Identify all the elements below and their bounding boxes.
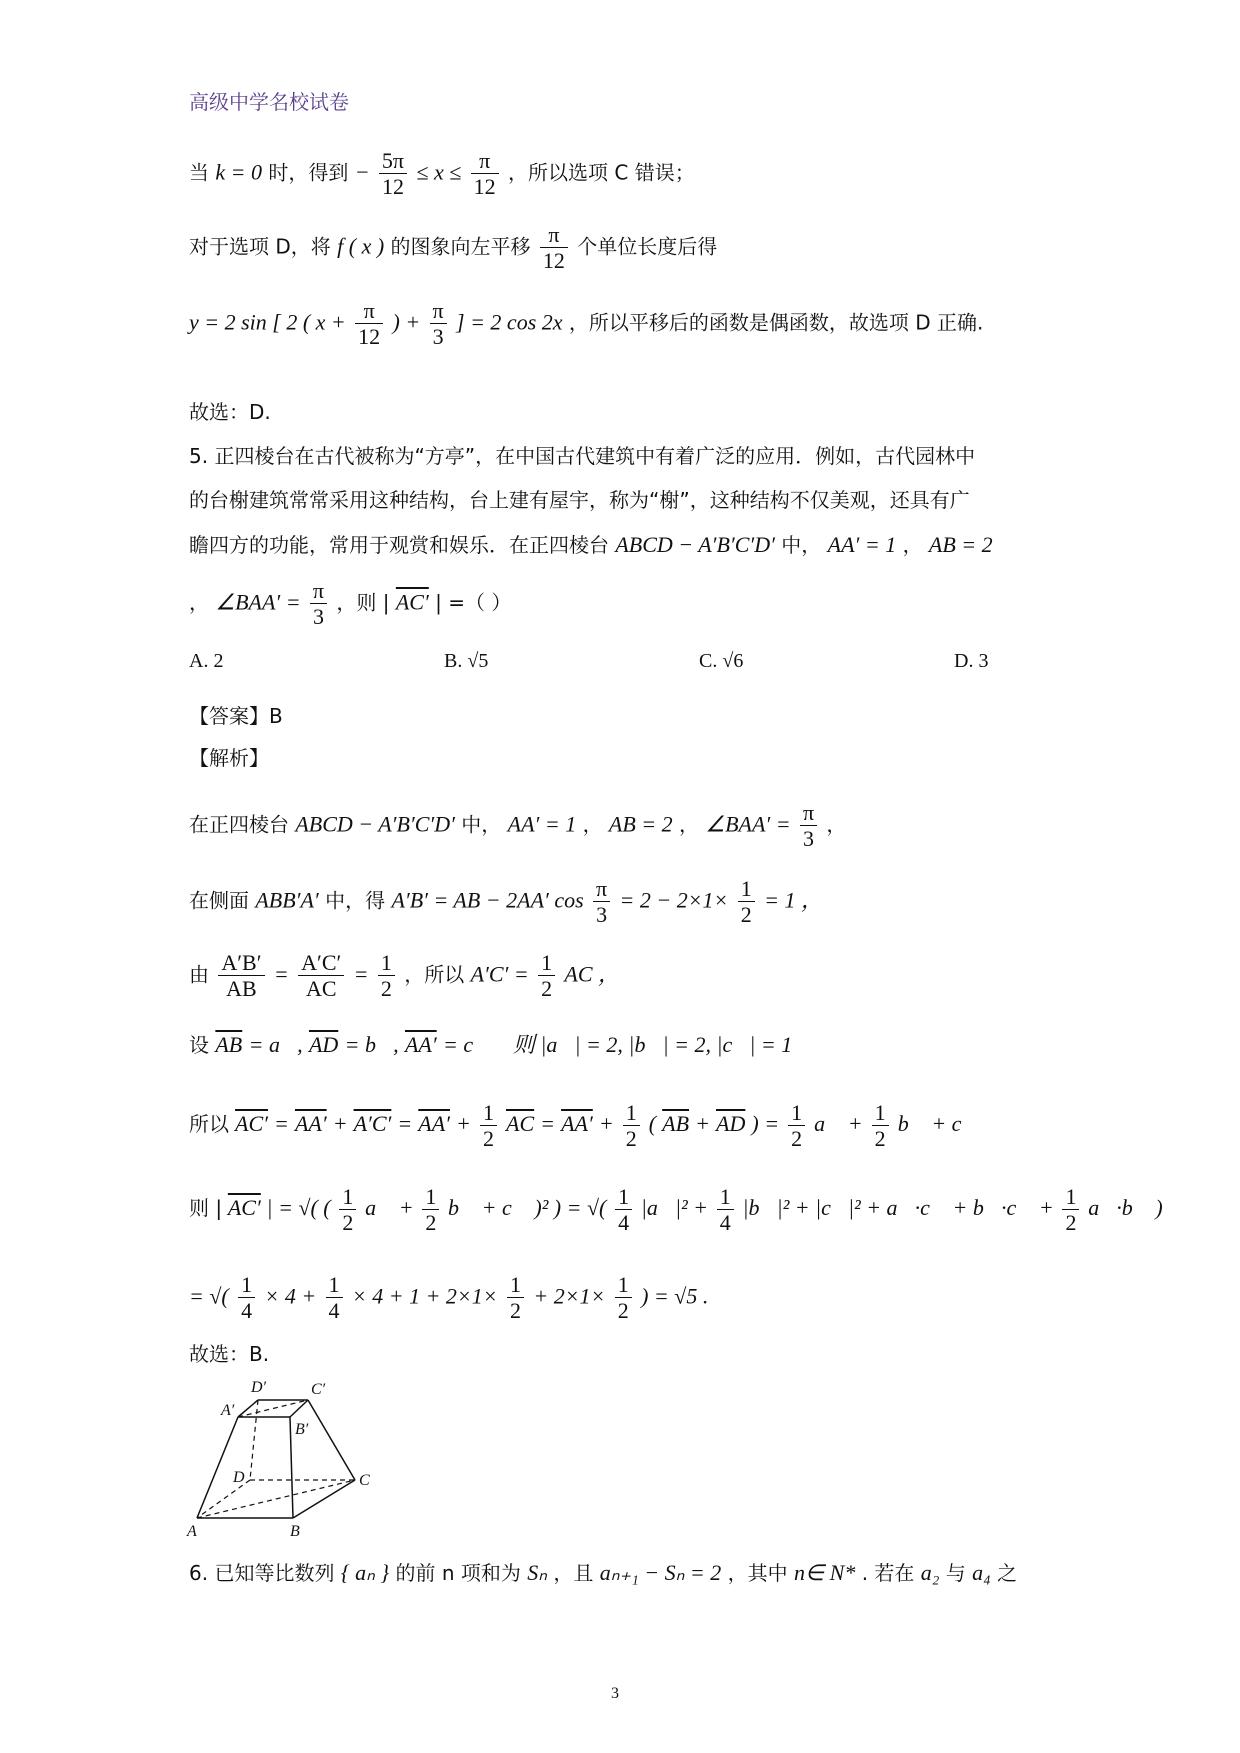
- text-line-4: 故选：D.: [189, 400, 271, 424]
- fraction: $\frac{1}{2}$: [788, 1100, 805, 1152]
- math: = √(: [189, 1283, 229, 1309]
- vector: AA′: [418, 1110, 450, 1136]
- math: ) =: [751, 1110, 780, 1136]
- vector: AA′: [404, 1032, 437, 1057]
- vector: $\overline{AB}$: [662, 1110, 690, 1136]
- vector: AA′: [294, 1110, 327, 1136]
- text: ，其中: [727, 1561, 788, 1585]
- math: n∈ N*: [793, 1560, 856, 1585]
- label-d-prime: D′: [251, 1379, 267, 1396]
- math: +: [332, 1110, 348, 1136]
- text: 设: [189, 1033, 209, 1057]
- math: AC ，: [564, 961, 621, 987]
- text: ，且: [553, 1561, 594, 1585]
- text: ，所以: [404, 962, 465, 987]
- fraction: $\frac{1}{2}$: [872, 1100, 889, 1152]
- text-line-1: [189, 148, 695, 200]
- vector: $\overline{AD}$: [308, 1032, 339, 1057]
- solution-line-7: [189, 1272, 708, 1324]
- math: = 1 ，: [764, 887, 823, 913]
- fraction: $\frac{1}{4}$: [326, 1272, 343, 1324]
- math: AA′ = 1: [827, 532, 897, 557]
- label-d: D: [233, 1469, 245, 1486]
- solution-line-5: [189, 1100, 1001, 1152]
- vector: AA′: [561, 1110, 593, 1136]
- fraction: $\frac{1}{2}$: [422, 1184, 439, 1236]
- math: =: [274, 1110, 289, 1136]
- math: =: [397, 1110, 413, 1136]
- text: 由: [189, 962, 209, 987]
- fraction: $\frac{1}{2}$: [507, 1272, 524, 1324]
- fraction: $\frac{1}{4}$: [717, 1184, 734, 1236]
- text-line-3: [189, 298, 983, 350]
- text: 时，得到: [268, 160, 349, 185]
- math: a₂: [920, 1560, 940, 1585]
- vector: $\overline{AC}$: [506, 1110, 535, 1136]
- solution-line-4: [189, 1032, 815, 1058]
- fraction: $\frac{1}{2}$: [738, 876, 755, 928]
- text: 所以: [189, 1111, 229, 1136]
- math: AA′ = 1: [507, 811, 577, 837]
- math: +: [598, 1110, 614, 1136]
- label-a: A: [187, 1523, 197, 1540]
- math: Sₙ: [527, 1560, 548, 1585]
- text: ，: [826, 812, 847, 837]
- fraction: $\frac{1}{4}$: [238, 1272, 255, 1324]
- math: ) = √5 .: [641, 1283, 709, 1309]
- math: b⃗ + c⃗ )² ) = √(: [448, 1194, 607, 1220]
- text: 当: [189, 160, 209, 185]
- fraction: $\frac{A'C'}{AC}$: [298, 950, 344, 1002]
- fraction: $\frac{1}{2}$: [1062, 1184, 1079, 1236]
- text: ，则 |: [336, 590, 390, 615]
- vector: $\overline{AD}$: [716, 1110, 746, 1136]
- solution-line-3: [189, 950, 620, 1002]
- page-number: 3: [611, 1685, 619, 1702]
- fraction: $\frac{1}{2}$: [623, 1100, 640, 1152]
- math: = a⃗,: [248, 1032, 303, 1057]
- answer-label: 【答案】B: [189, 704, 283, 728]
- math: = 2 − 2×1×: [619, 887, 729, 913]
- text-line-2: [189, 222, 717, 274]
- math: +: [456, 1110, 471, 1136]
- fraction: $\frac{\pi}{3}$: [800, 800, 817, 852]
- label-b-prime: B′: [295, 1421, 309, 1438]
- math: ∠BAA′ =: [705, 811, 791, 837]
- option-a: A. 2: [189, 650, 224, 672]
- math: + 2×1×: [533, 1283, 606, 1309]
- text: ，所以选项 C 错误；: [508, 160, 695, 185]
- fraction: $\frac{A'B'}{AB}$: [218, 950, 264, 1002]
- solution-line-2: [189, 876, 823, 928]
- math: ) +: [392, 309, 421, 335]
- math: ∠BAA′ =: [215, 589, 301, 615]
- math: × 4 +: [264, 1283, 317, 1309]
- text: ，: [902, 533, 923, 557]
- solution-line-1: [189, 800, 846, 852]
- text: | =（ ）: [435, 590, 512, 615]
- math: =: [540, 1110, 556, 1136]
- math: =: [353, 961, 369, 987]
- math: | = √( (: [266, 1194, 331, 1220]
- math: A′B′ = AB − 2AA′ cos: [391, 887, 584, 913]
- text: ，: [189, 590, 209, 615]
- text: 之: [997, 1561, 1018, 1585]
- text: ，: [679, 812, 700, 837]
- question-5-line-4: [189, 578, 511, 630]
- math: ABCD − A′B′C′D′: [295, 811, 455, 837]
- fraction: $\frac{\pi}{3}$: [310, 578, 327, 630]
- label-c-prime: C′: [311, 1381, 326, 1398]
- fraction: $\frac{1}{2}$: [480, 1100, 497, 1152]
- fraction: $\frac{1}{2}$: [615, 1272, 632, 1324]
- text: 瞻四方的功能，常用于观赏和娱乐．在正四棱台: [189, 533, 609, 557]
- vector: AC′: [235, 1110, 268, 1136]
- math: { aₙ }: [340, 1560, 390, 1585]
- question-5-line-1: 5. 正四棱台在古代被称为“方亭”，在中国古代建筑中有着广泛的应用．例如，古代园林中: [189, 444, 976, 468]
- text: 的图象向左平移: [390, 234, 531, 259]
- math: aₙ₊₁ − Sₙ = 2: [599, 1560, 722, 1585]
- vector: A′C′: [353, 1110, 392, 1136]
- question-5-line-3: [189, 532, 993, 558]
- math: × 4 + 1 + 2×1×: [351, 1283, 498, 1309]
- math: ABCD − A′B′C′D′: [615, 532, 775, 557]
- vector: AC′: [227, 1194, 261, 1220]
- math: = c⃗ ，则 |a⃗| = 2, |b⃗| = 2, |c⃗| = 1 ，: [443, 1032, 815, 1057]
- text: 的前 n 项和为: [395, 1561, 521, 1585]
- label-b: B: [290, 1523, 300, 1540]
- math: (: [648, 1110, 657, 1136]
- math: a⃗ +: [365, 1194, 414, 1220]
- text: 个单位长度后得: [577, 234, 718, 259]
- text: 对于选项 D，将: [189, 234, 331, 259]
- text: 中，得: [325, 888, 386, 913]
- text: 在侧面: [189, 888, 249, 913]
- math: AB = 2: [928, 532, 993, 557]
- math: A′C′ =: [470, 961, 529, 987]
- fraction: $\frac{\pi}{3}$: [593, 876, 610, 928]
- fraction: $\frac{\pi}{3}$: [430, 298, 447, 350]
- header-school-name: 高级中学名校试卷: [189, 90, 349, 114]
- analysis-label: 【解析】: [189, 746, 269, 770]
- vector: AC′: [395, 589, 429, 615]
- math: AB = 2: [608, 811, 673, 837]
- fraction: $\frac{1}{2}$: [378, 950, 395, 1002]
- fraction: $\frac{1}{4}$: [615, 1184, 632, 1236]
- text: ，: [582, 812, 603, 837]
- math: |b⃗|² + |c⃗|² + a⃗·c⃗ + b⃗·c⃗ +: [742, 1194, 1054, 1220]
- fraction: $\frac{1}{2}$: [538, 950, 555, 1002]
- text: 6. 已知等比数列: [189, 1561, 335, 1585]
- text: 中，: [461, 812, 502, 837]
- math: =: [273, 961, 289, 987]
- fraction: $\frac{\pi}{12}$: [355, 298, 383, 350]
- math: ≤ x ≤: [416, 159, 462, 185]
- math: ] = 2 cos 2x: [456, 309, 563, 335]
- option-c: C. √6: [699, 650, 744, 672]
- math: ABB′A′: [255, 887, 319, 913]
- math: = b⃗,: [344, 1032, 399, 1057]
- math: y = 2 sin [ 2 ( x +: [189, 309, 346, 335]
- math: a⃗·b⃗ ): [1088, 1194, 1163, 1220]
- text: ，所以平移后的函数是偶函数，故选项 D 正确.: [568, 310, 984, 335]
- fraction: $\frac{\pi}{12}$: [540, 222, 568, 274]
- solution-line-6: [189, 1184, 1163, 1236]
- text: . 若在: [861, 1561, 915, 1585]
- math: −: [354, 159, 370, 185]
- math: f ( x ): [337, 233, 385, 259]
- question-5-line-2: 的台榭建筑常常采用这种结构，台上建有屋宇，称为“榭”，这种结构不仅美观，还具有广: [189, 488, 970, 512]
- option-b: B. √5: [444, 650, 489, 672]
- option-d: D. 3: [954, 650, 989, 672]
- math: b⃗ + c⃗ ，: [897, 1110, 1002, 1136]
- fraction: $\frac{\pi}{12}$: [471, 148, 499, 200]
- math: +: [695, 1110, 710, 1136]
- text: 与: [945, 1561, 966, 1585]
- frustum-figure: [185, 1370, 405, 1540]
- math: a₄: [972, 1560, 991, 1585]
- answer-options: [189, 650, 1049, 680]
- fraction: $\frac{5\pi}{12}$: [379, 148, 407, 200]
- fraction: $\frac{1}{2}$: [339, 1184, 356, 1236]
- vector: $\overline{AB}$: [215, 1032, 243, 1057]
- text: 中，: [781, 533, 822, 557]
- text: 在正四棱台: [189, 812, 289, 837]
- label-c: C: [359, 1472, 370, 1489]
- solution-line-8: 故选：B.: [189, 1342, 270, 1366]
- math: |a⃗|² +: [640, 1194, 709, 1220]
- math: k = 0: [215, 159, 262, 185]
- text: 则 |: [189, 1195, 223, 1220]
- math: a⃗ +: [814, 1110, 863, 1136]
- question-6-line: [189, 1560, 1017, 1586]
- label-a-prime: A′: [221, 1402, 235, 1419]
